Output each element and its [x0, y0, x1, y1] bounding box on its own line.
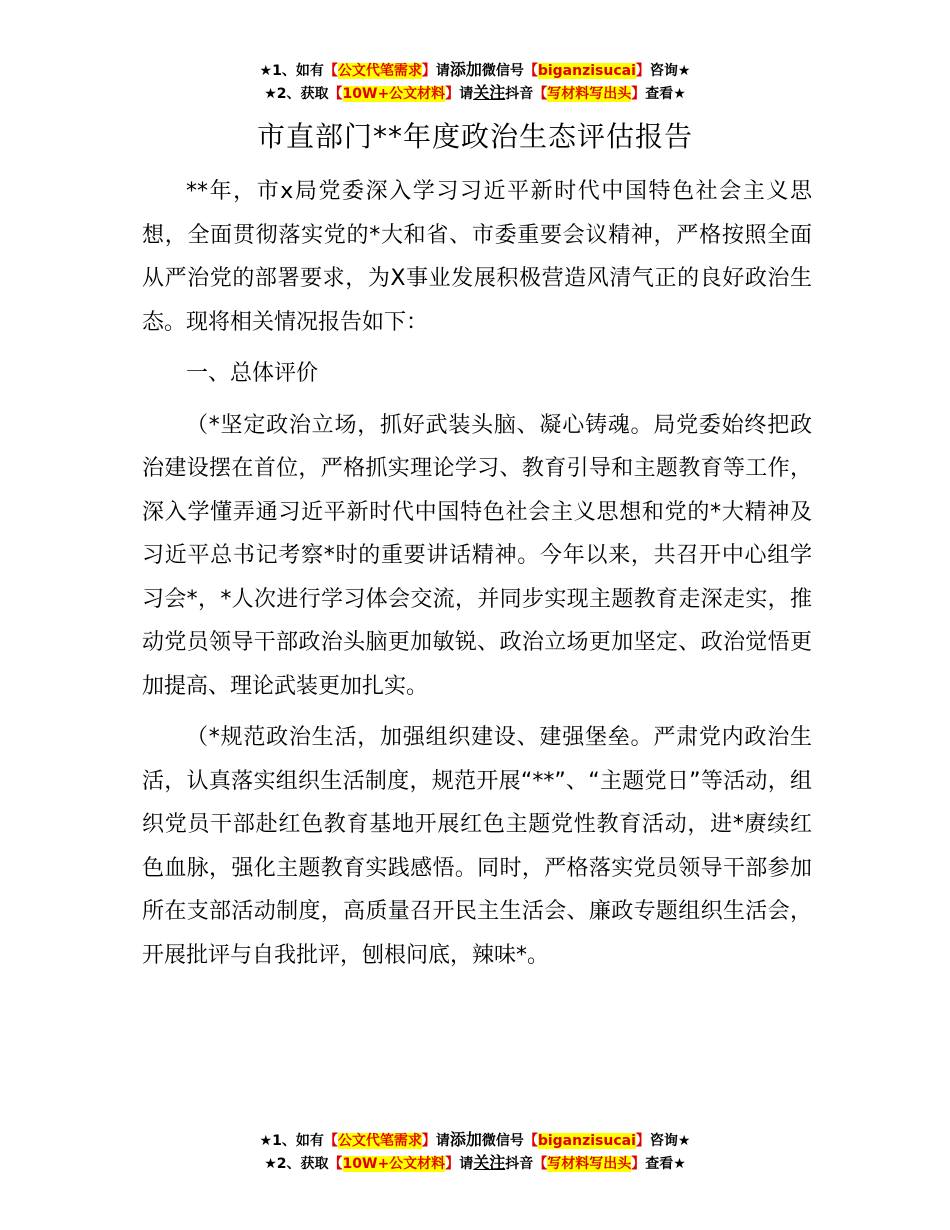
promo-line-2: ★2、获取【10W+公文材料】请关注抖音【写材料写出头】查看★ — [264, 1153, 686, 1172]
promo-line-1: ★1、如有【公文代笔需求】请添加微信号【biganzisucai】咨询★ — [259, 60, 691, 79]
douyin-id-tag: 写材料写出头 — [547, 86, 632, 102]
promo-line-1: ★1、如有【公文代笔需求】请添加微信号【biganzisucai】咨询★ — [259, 1130, 691, 1149]
star-icon: ★ — [264, 1156, 277, 1172]
promo-line-2: ★2、获取【10W+公文材料】请关注抖音【写材料写出头】查看★ — [264, 83, 686, 102]
star-icon: ★ — [264, 86, 277, 102]
document-body — [142, 170, 812, 977]
materials-tag: 10W+公文材料 — [342, 1156, 446, 1172]
document-title: 市直部门**年度政治生态评估报告 — [256, 120, 693, 153]
promo-banner-bottom — [0, 1129, 950, 1175]
service-tag: 公文代笔需求 — [337, 1133, 422, 1149]
star-icon: ★ — [259, 1133, 273, 1149]
star-icon: ★ — [259, 63, 273, 79]
wechat-id-tag: biganzisucai — [537, 63, 636, 79]
intro-paragraph: **年，市x局党委深入学习习近平新时代中国特色社会主义思想，全面贯彻落实党的*大和省、市委重要会议精神，严格按照全面从严治党的部署要求，为X事业发展积极营造风清气正的良好政治生态。现将相关情况报告如下： — [142, 179, 812, 335]
douyin-id-tag: 写材料写出头 — [547, 1156, 632, 1172]
body-paragraph: （*规范政治生活，加强组织建设、建强堡垒。严肃党内政治生活，认真落实组织生活制度，规范开展“**”、“主题党日”等活动，组织党员干部赴红色教育基地开展红色主题党性教育活动，进*赓续红色血脉，强化主题教育实践感悟。同时，严格落实党员领导干部参加所在支部活动制度，高质量召开民主生活会、廉政专题组织生活会，开展批评与自我批评，刨根问底，辣味*。 — [142, 725, 812, 968]
service-tag: 公文代笔需求 — [337, 63, 422, 79]
promo-banner-top — [0, 59, 950, 105]
materials-tag: 10W+公文材料 — [342, 86, 446, 102]
body-paragraph: （*坚定政治立场，抓好武装头脑、凝心铸魂。局党委始终把政治建设摆在首位，严格抓实理论学习、教育引导和主题教育等工作，深入学懂弄通习近平新时代中国特色社会主义思想和党的*大精神及习近平总书记考察*时的重要讲话精神。今年以来，共召开中心组学习会*，*人次进行学习体会交流，并同步实现主题教育走深走实，推动党员领导干部政治头脑更加敏锐、政治立场更加坚定、政治觉悟更加提高、理论武装更加扎实。 — [142, 412, 812, 699]
wechat-id-tag: biganzisucai — [537, 1133, 636, 1149]
section-heading: 一、总体评价 — [186, 361, 319, 386]
